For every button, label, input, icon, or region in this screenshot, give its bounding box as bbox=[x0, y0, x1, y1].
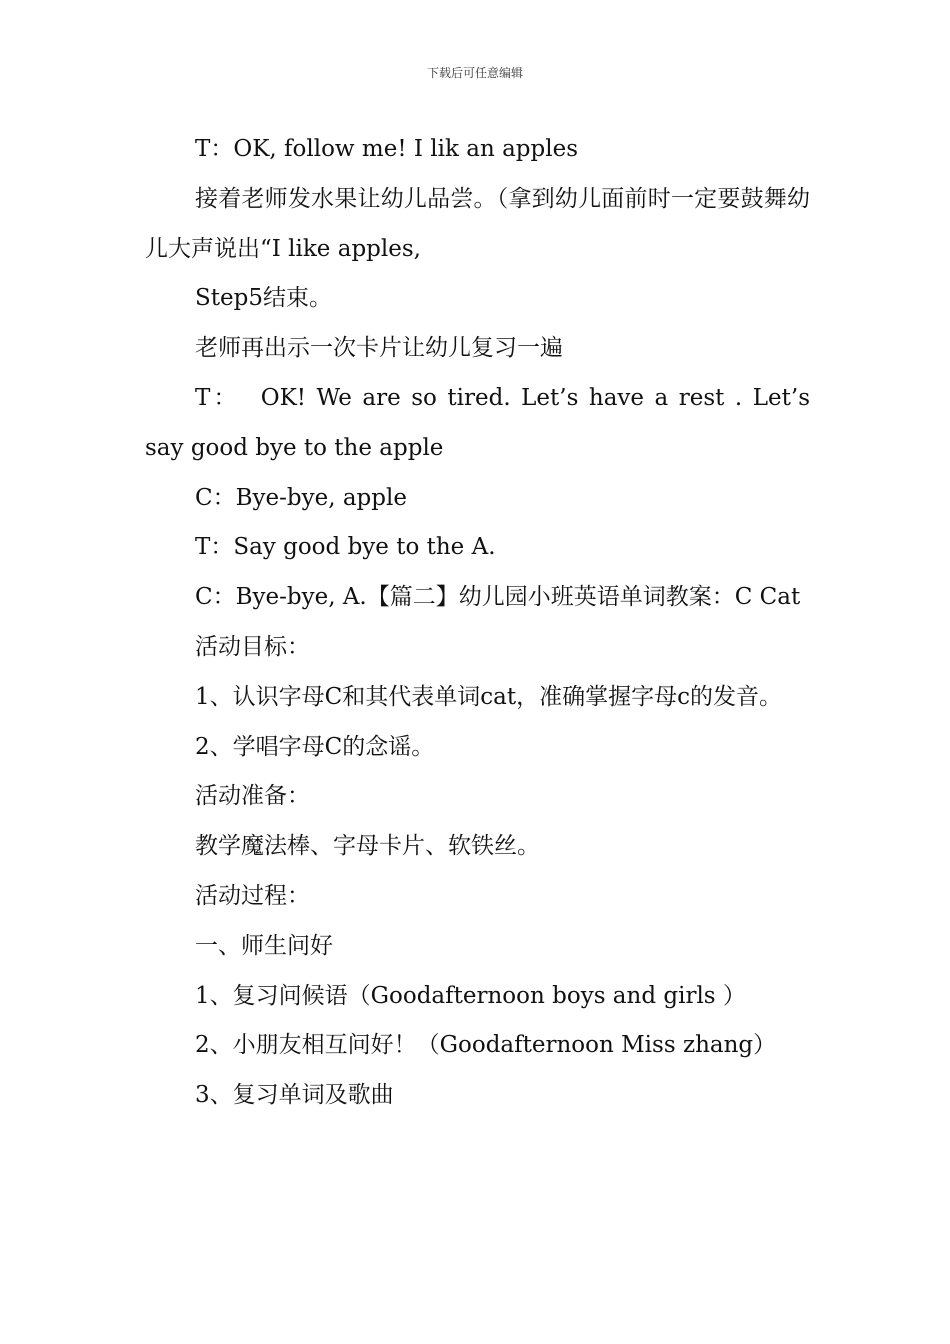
heading-activity-process: 活动过程： bbox=[195, 882, 310, 909]
paragraph-goal-1: 1、认识字母C和其代表单词cat，准确掌握字母c的发音。 bbox=[195, 683, 782, 710]
heading-activity-preparation: 活动准备： bbox=[195, 783, 310, 810]
heading-greetings: 一、师生问好 bbox=[195, 932, 333, 959]
paragraph-step5: Step5结束。 bbox=[195, 285, 332, 312]
paragraph-section-two-title: C：Bye-bye, A.【篇二】幼儿园小班英语单词教案：C Cat bbox=[195, 584, 801, 611]
paragraph-greeting-step-3: 3、复习单词及歌曲 bbox=[195, 1082, 394, 1109]
paragraph-dialogue-c-apple: C：Bye-bye, apple bbox=[195, 484, 407, 511]
paragraph-materials: 教学魔法棒、字母卡片、软铁丝。 bbox=[195, 833, 540, 860]
paragraph-goal-2: 2、学唱字母C的念谣。 bbox=[195, 733, 435, 760]
paragraph-greeting-step-1: 1、复习问候语（Goodafternoon boys and girls ） bbox=[195, 982, 746, 1009]
paragraph-dialogue-t-rest: T： OK! We are so tired. Let’s have a rest . Let’s say good bye to the apple bbox=[145, 384, 818, 461]
document-body bbox=[145, 125, 818, 1121]
page-header: 下载后可任意编辑 bbox=[426, 66, 523, 80]
paragraph-fruit-tasting: 接着老师发水果让幼儿品尝。（拿到幼儿面前时一定要鼓舞幼儿大声说出“I like apples, bbox=[145, 185, 810, 262]
paragraph-review-cards: 老师再出示一次卡片让幼儿复习一遍 bbox=[195, 335, 563, 362]
paragraph-dialogue-t-goodbye: T：Say good bye to the A. bbox=[195, 534, 496, 561]
paragraph-dialogue-t-follow: T：OK, follow me! I lik an apples bbox=[195, 136, 579, 162]
paragraph-greeting-step-2: 2、小朋友相互问好！（Goodafternoon Miss zhang） bbox=[195, 1032, 777, 1059]
heading-activity-goals: 活动目标： bbox=[195, 633, 310, 660]
